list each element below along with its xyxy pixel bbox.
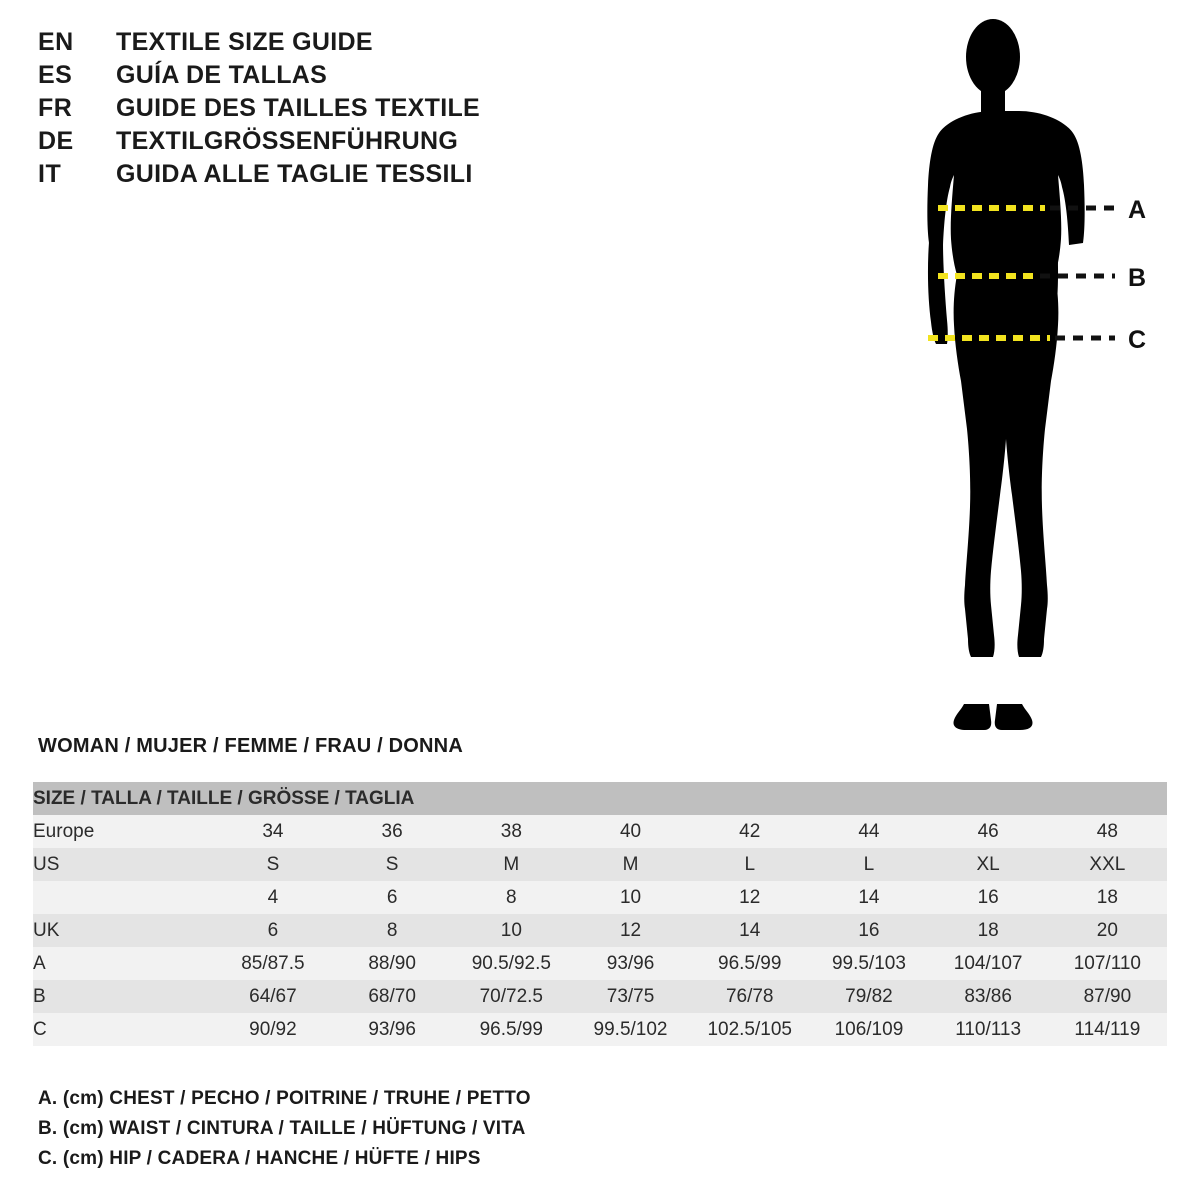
table-cell: 83/86: [929, 980, 1048, 1013]
table-cell: 10: [452, 914, 571, 947]
table-cell: 68/70: [333, 980, 452, 1013]
measure-label-b: B: [1128, 264, 1147, 292]
table-cell: 96.5/99: [452, 1013, 571, 1046]
language-title-block: [38, 28, 598, 193]
table-cell: 14: [809, 881, 928, 914]
table-cell: 85/87.5: [213, 947, 332, 980]
table-cell: 106/109: [809, 1013, 928, 1046]
table-cell: 18: [929, 914, 1048, 947]
table-cell: 12: [690, 881, 809, 914]
language-code: ES: [38, 61, 73, 89]
table-cell: 87/90: [1048, 980, 1167, 1013]
table-cell: 10: [571, 881, 690, 914]
table-cell: 93/96: [571, 947, 690, 980]
language-row: [38, 28, 598, 61]
row-label: UK: [33, 914, 213, 947]
legend-block: [38, 1088, 838, 1178]
table-cell: L: [809, 848, 928, 881]
table-cell: 44: [809, 815, 928, 848]
row-label: A: [33, 947, 213, 980]
table-cell: 6: [213, 914, 332, 947]
table-row: [33, 815, 1167, 848]
table-cell: 16: [809, 914, 928, 947]
table-header-row: [33, 782, 1167, 815]
table-cell: 8: [333, 914, 452, 947]
row-label: Europe: [33, 815, 213, 848]
table-cell: 34: [213, 815, 332, 848]
legend-line-hip: C. (cm) HIP / CADERA / HANCHE / HÜFTE / HIPS: [38, 1148, 481, 1169]
measure-label-a: A: [1128, 196, 1147, 224]
table-cell: 46: [929, 815, 1048, 848]
language-code: DE: [38, 127, 74, 155]
language-title: GUIDA ALLE TAGLIE TESSILI: [116, 160, 473, 188]
table-cell: 18: [1048, 881, 1167, 914]
language-row: [38, 160, 598, 193]
table-cell: S: [333, 848, 452, 881]
table-cell: L: [690, 848, 809, 881]
table-cell: M: [452, 848, 571, 881]
legend-line-chest: A. (cm) CHEST / PECHO / POITRINE / TRUHE / PETTO: [38, 1088, 531, 1109]
table-cell: 79/82: [809, 980, 928, 1013]
language-code: FR: [38, 94, 73, 122]
table-cell: 64/67: [213, 980, 332, 1013]
language-code: IT: [38, 160, 62, 188]
table-cell: 8: [452, 881, 571, 914]
table-cell: 14: [690, 914, 809, 947]
table-cell: XXL: [1048, 848, 1167, 881]
table-row: [33, 881, 1167, 914]
table-cell: 4: [213, 881, 332, 914]
table-cell: 90/92: [213, 1013, 332, 1046]
table-cell: 107/110: [1048, 947, 1167, 980]
table-row: [33, 848, 1167, 881]
table-cell: XL: [929, 848, 1048, 881]
row-label: US: [33, 848, 213, 881]
legend-line-waist: B. (cm) WAIST / CINTURA / TAILLE / HÜFTUNG / VITA: [38, 1118, 526, 1139]
table-cell: 40: [571, 815, 690, 848]
table-cell: 76/78: [690, 980, 809, 1013]
table-cell: 104/107: [929, 947, 1048, 980]
size-table: [33, 782, 1167, 1046]
table-row: [33, 1013, 1167, 1046]
table-cell: 73/75: [571, 980, 690, 1013]
table-cell: 42: [690, 815, 809, 848]
table-row: [33, 914, 1167, 947]
language-title: GUIDE DES TAILLES TEXTILE: [116, 94, 481, 122]
table-cell: 12: [571, 914, 690, 947]
table-cell: S: [213, 848, 332, 881]
table-cell: 90.5/92.5: [452, 947, 571, 980]
table-cell: M: [571, 848, 690, 881]
table-cell: 38: [452, 815, 571, 848]
table-cell: 110/113: [929, 1013, 1048, 1046]
table-cell: 20: [1048, 914, 1167, 947]
measurement-guide-lines: [860, 10, 1190, 750]
language-row: [38, 127, 598, 160]
language-row: [38, 94, 598, 127]
table-cell: 96.5/99: [690, 947, 809, 980]
table-row: [33, 947, 1167, 980]
table-cell: 93/96: [333, 1013, 452, 1046]
table-cell: 16: [929, 881, 1048, 914]
row-label: [33, 881, 213, 914]
table-cell: 99.5/102: [571, 1013, 690, 1046]
section-title-woman: WOMAN / MUJER / FEMME / FRAU / DONNA: [38, 735, 463, 757]
table-cell: 48: [1048, 815, 1167, 848]
measure-label-c: C: [1128, 326, 1147, 354]
table-cell: 99.5/103: [809, 947, 928, 980]
table-cell: 6: [333, 881, 452, 914]
body-figure-area: [860, 10, 1190, 750]
language-code: EN: [38, 28, 74, 56]
row-label: C: [33, 1013, 213, 1046]
table-cell: 36: [333, 815, 452, 848]
table-cell: 114/119: [1048, 1013, 1167, 1046]
table-row: [33, 980, 1167, 1013]
table-cell: 88/90: [333, 947, 452, 980]
table-cell: 70/72.5: [452, 980, 571, 1013]
language-title: TEXTILGRÖSSENFÜHRUNG: [116, 127, 459, 155]
row-label: B: [33, 980, 213, 1013]
table-header-label: SIZE / TALLA / TAILLE / GRÖSSE / TAGLIA: [33, 782, 1167, 815]
language-title: GUÍA DE TALLAS: [116, 61, 328, 89]
table-cell: 102.5/105: [690, 1013, 809, 1046]
language-row: [38, 61, 598, 94]
language-title: TEXTILE SIZE GUIDE: [116, 28, 373, 56]
